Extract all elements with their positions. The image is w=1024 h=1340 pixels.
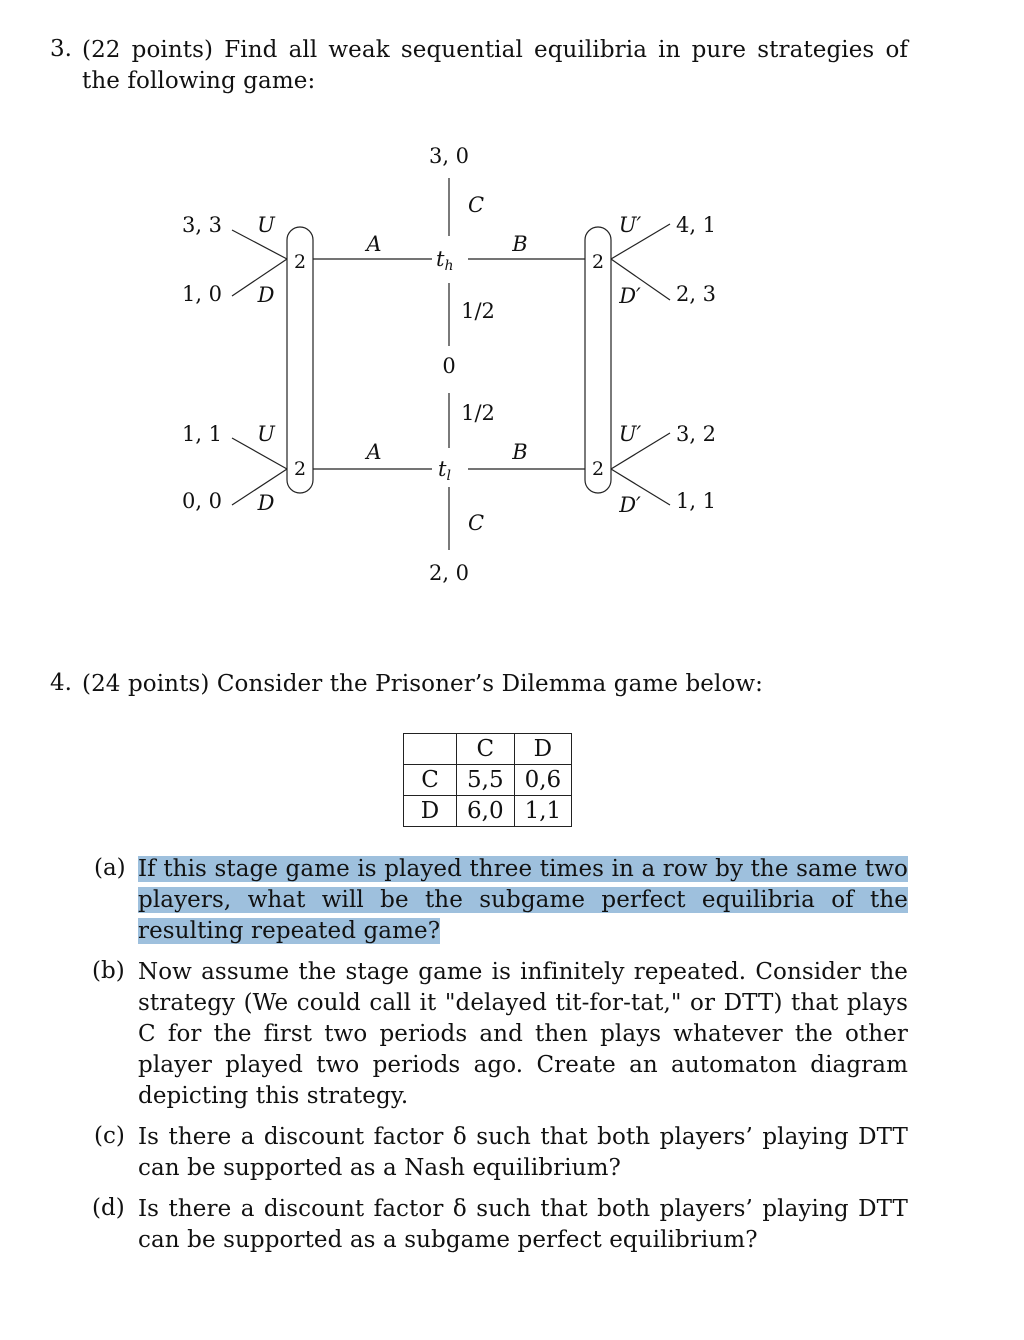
question-3-text: (22 points) Find all weak sequential equilibria in pure strategies of the following game: — [82, 37, 908, 94]
table-corner — [404, 734, 457, 765]
table-row — [404, 734, 572, 765]
table-cell: 5,5 — [457, 765, 515, 796]
game-tree-diagram — [0, 0, 1024, 620]
part-a-label: (a) — [94, 855, 126, 881]
part-a-text[interactable] — [138, 854, 908, 947]
node-tl: tl — [438, 457, 451, 484]
label-left-bottom-u: U — [257, 422, 275, 446]
payoff-matrix — [403, 733, 572, 827]
label-right-top-d: D′ — [619, 284, 641, 308]
prob-low: 1/2 — [461, 401, 495, 425]
label-action-c-top: C — [467, 193, 485, 217]
player2-right-bottom: 2 — [591, 458, 605, 480]
table-cell: 6,0 — [457, 796, 515, 827]
col-header: C — [457, 734, 515, 765]
table-cell: 1,1 — [514, 796, 572, 827]
label-right-bottom-d: D′ — [619, 493, 641, 517]
table-row — [404, 765, 572, 796]
question-4-text: (24 points) Consider the Prisoner’s Dilemma game below: — [82, 671, 764, 697]
payoff-top-c: 3, 0 — [428, 144, 470, 168]
label-right-bottom-u: U′ — [618, 422, 642, 446]
payoff-left-bottom-u: 1, 1 — [181, 422, 223, 446]
label-action-b-bottom: B — [512, 440, 528, 464]
label-action-a-bottom: A — [366, 440, 382, 464]
payoff-left-top-d: 1, 0 — [181, 282, 223, 306]
label-action-c-bottom: C — [467, 511, 485, 535]
part-c-text: Is there a discount factor δ such that both players’ playing DTT can be supported as a Nash equilibrium? — [138, 1124, 908, 1181]
payoff-left-top-u: 3, 3 — [181, 213, 223, 237]
payoff-right-bottom-d: 1, 1 — [675, 489, 717, 513]
payoff-right-top-u: 4, 1 — [675, 213, 717, 237]
player2-left-top: 2 — [293, 251, 307, 273]
part-b-label: (b) — [92, 958, 125, 984]
part-c-label: (c) — [94, 1123, 125, 1149]
payoff-right-top-d: 2, 3 — [675, 282, 717, 306]
player2-left-bottom: 2 — [293, 458, 307, 480]
question-4-number: 4. — [50, 670, 72, 696]
label-left-top-u: U — [257, 213, 275, 237]
player2-right-top: 2 — [591, 251, 605, 273]
question-3-number: 3. — [50, 36, 72, 62]
table-cell: 0,6 — [514, 765, 572, 796]
node-th: th — [436, 247, 454, 274]
part-b-text: Now assume the stage game is infinitely repeated. Consider the strategy (We could call it "delayed tit-for-tat," or DTT) that plays C for the first two periods and then plays whatever the other player played two periods ago. Create an automaton diagram depicting this strategy. — [138, 959, 908, 1109]
highlighted-selection[interactable]: If this stage game is played three times in a row by the same two players, what will be the subgame perfect equilibria of the resulting repeated game? — [138, 856, 908, 944]
part-d-text: Is there a discount factor δ such that both players’ playing DTT can be supported as a subgame perfect equilibrium? — [138, 1196, 908, 1253]
label-left-top-d: D — [257, 283, 275, 307]
label-action-a-top: A — [366, 232, 382, 256]
prob-high: 1/2 — [461, 299, 495, 323]
label-action-b-top: B — [512, 232, 528, 256]
row-header: D — [404, 796, 457, 827]
table-row — [404, 796, 572, 827]
payoff-bottom-c: 2, 0 — [428, 561, 470, 585]
row-header: C — [404, 765, 457, 796]
payoff-right-bottom-u: 3, 2 — [675, 422, 717, 446]
col-header: D — [514, 734, 572, 765]
payoff-left-bottom-d: 0, 0 — [181, 489, 223, 513]
label-left-bottom-d: D — [257, 491, 275, 515]
part-d-label: (d) — [92, 1195, 125, 1221]
node-nature: 0 — [442, 354, 456, 378]
label-right-top-u: U′ — [618, 213, 642, 237]
